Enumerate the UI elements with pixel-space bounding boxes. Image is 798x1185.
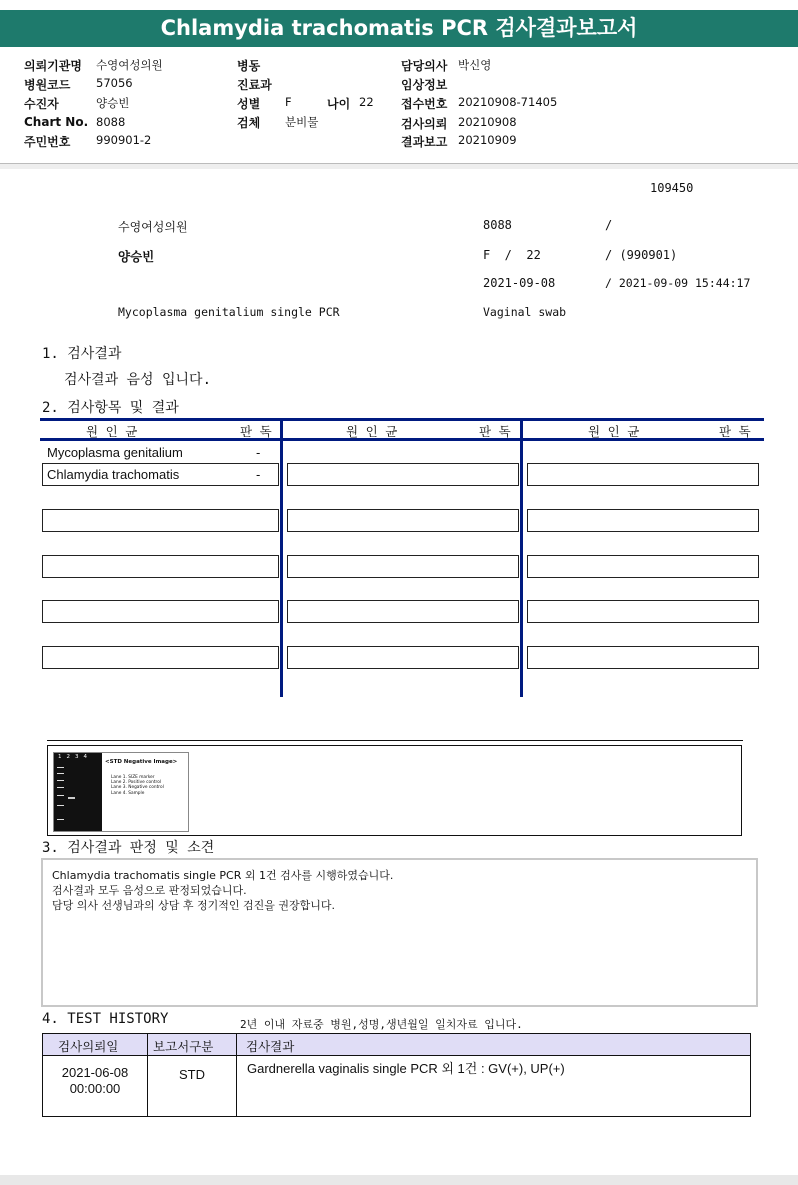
info-label: 임상정보 (401, 78, 448, 92)
gel-legend-item: Lane 3. Negative control (111, 785, 164, 791)
table-col-rule (520, 418, 523, 697)
summary-chart: 8088 (483, 218, 512, 232)
result-cell (42, 509, 279, 532)
history-col-rule (236, 1034, 237, 1116)
gel-lane-numbers: 1234 (58, 754, 92, 760)
history-table (42, 1033, 751, 1117)
bottom-bar (0, 1175, 798, 1185)
result-cell (287, 600, 519, 623)
comment-line: Chlamydia trachomatis single PCR 외 1건 검사를 시행하였습니다. (52, 869, 394, 882)
result-cell (527, 600, 759, 623)
info-label: 수진자 (24, 97, 59, 111)
history-col-header: 보고서구분 (153, 1039, 214, 1054)
info-label: Chart No. (24, 115, 89, 129)
table-top-rule (40, 418, 764, 421)
history-header-row (43, 1034, 750, 1056)
col-header-result: 판 독 (719, 424, 751, 439)
summary-slash: / (605, 218, 613, 232)
gel-title: <STD Negative Image> (105, 759, 178, 765)
result-cell (527, 509, 759, 532)
table-header-rule (40, 438, 764, 441)
result-cell (287, 646, 519, 669)
col-header-pathogen: 원 인 균 (346, 424, 398, 439)
summary-clinic: 수영여성의원 (118, 220, 188, 234)
info-label: 결과보고 (401, 135, 448, 149)
gel-top-line (47, 740, 743, 741)
info-label: 접수번호 (401, 97, 448, 111)
row-result: - (256, 445, 261, 460)
info-label: 의뢰기관명 (24, 59, 82, 73)
summary-test-name: Mycoplasma genitalium single PCR (118, 305, 340, 319)
history-type: STD (179, 1067, 205, 1082)
result-cell (42, 646, 279, 669)
section4-heading: 4. TEST HISTORY (42, 1011, 169, 1027)
summary-patient: 양승빈 (118, 249, 155, 264)
gel-image (53, 752, 189, 832)
info-value: 990901-2 (96, 133, 152, 147)
gel-photo (54, 753, 102, 831)
info-value: 22 (359, 95, 374, 109)
gel-frame (47, 745, 742, 836)
summary-birth: / (990901) (605, 248, 678, 262)
report-number: 109450 (650, 181, 694, 195)
history-col-header: 검사의뢰일 (58, 1039, 119, 1054)
summary-report-datetime: / 2021-09-09 15:44:17 (605, 276, 751, 290)
info-label: 성별 (237, 97, 261, 111)
section3-heading: 3. 검사결과 판정 및 소견 (42, 840, 215, 856)
info-value: 20210909 (458, 133, 517, 147)
info-label: 검체 (237, 116, 261, 130)
history-note: 2년 이내 자료중 병원,성명,생년월일 일치자료 입니다. (240, 1018, 523, 1031)
col-header-pathogen: 원 인 균 (588, 424, 640, 439)
info-value: F (285, 95, 292, 109)
result-cell (527, 646, 759, 669)
gel-legend (111, 775, 164, 796)
history-date-cell (43, 1065, 147, 1097)
gel-legend-item: Lane 2. Positive control (111, 780, 162, 786)
section1-text: 검사결과 음성 입니다. (64, 372, 212, 388)
comment-box (41, 858, 758, 1007)
row-result: - (256, 467, 261, 482)
table-col-rule (280, 418, 283, 697)
result-cell (42, 600, 279, 623)
report-title: Chlamydia trachomatis PCR 검사결과보고서 (0, 10, 798, 47)
section2-heading: 2. 검사항목 및 결과 (42, 400, 179, 416)
info-label: 진료과 (237, 78, 272, 92)
info-value: 8088 (96, 115, 126, 129)
history-result: Gardnerella vaginalis single PCR 외 1건 : GV(+), UP(+) (247, 1061, 565, 1076)
info-label: 병원코드 (24, 78, 71, 92)
history-time: 00:00:00 (69, 1081, 121, 1096)
history-col-header: 검사결과 (246, 1039, 295, 1054)
col-header-result: 판 독 (479, 424, 511, 439)
summary-specimen: Vaginal swab (483, 305, 567, 319)
result-cell (42, 555, 279, 578)
info-label: 나이 (327, 97, 351, 111)
info-value: 박신영 (458, 58, 492, 72)
info-label: 검사의뢰 (401, 117, 448, 131)
result-cell (287, 555, 519, 578)
info-value: 20210908-71405 (458, 95, 558, 109)
row-pathogen: Chlamydia trachomatis (47, 467, 180, 482)
comment-line: 검사결과 모두 음성으로 판정되었습니다. (52, 884, 247, 897)
comment-line: 담당 의사 선생님과의 상담 후 정기적인 검진을 권장합니다. (52, 899, 335, 912)
info-value: 분비물 (285, 115, 319, 129)
info-label: 병동 (237, 59, 261, 73)
summary-sex-age: F / 22 (483, 248, 541, 262)
gel-legend-item: Lane 4. Sample (111, 790, 145, 796)
info-label: 담당의사 (401, 59, 448, 73)
history-date: 2021-06-08 (61, 1065, 129, 1080)
result-cell (287, 509, 519, 532)
col-header-result: 판 독 (240, 424, 272, 439)
result-cell (287, 463, 519, 486)
summary-request-date: 2021-09-08 (483, 276, 556, 290)
gel-legend-item: Lane 1. SIZE marker (111, 775, 155, 780)
result-cell (527, 555, 759, 578)
info-value: 57056 (96, 76, 133, 90)
divider-shadow (0, 164, 798, 169)
section1-heading: 1. 검사결과 (42, 346, 122, 362)
info-value: 20210908 (458, 115, 517, 129)
col-header-pathogen: 원 인 균 (86, 424, 138, 439)
info-label: 주민번호 (24, 135, 71, 149)
info-value: 양승빈 (96, 96, 130, 110)
result-cell (527, 463, 759, 486)
row-pathogen: Mycoplasma genitalium (47, 445, 183, 460)
info-value: 수영여성의원 (96, 58, 163, 72)
